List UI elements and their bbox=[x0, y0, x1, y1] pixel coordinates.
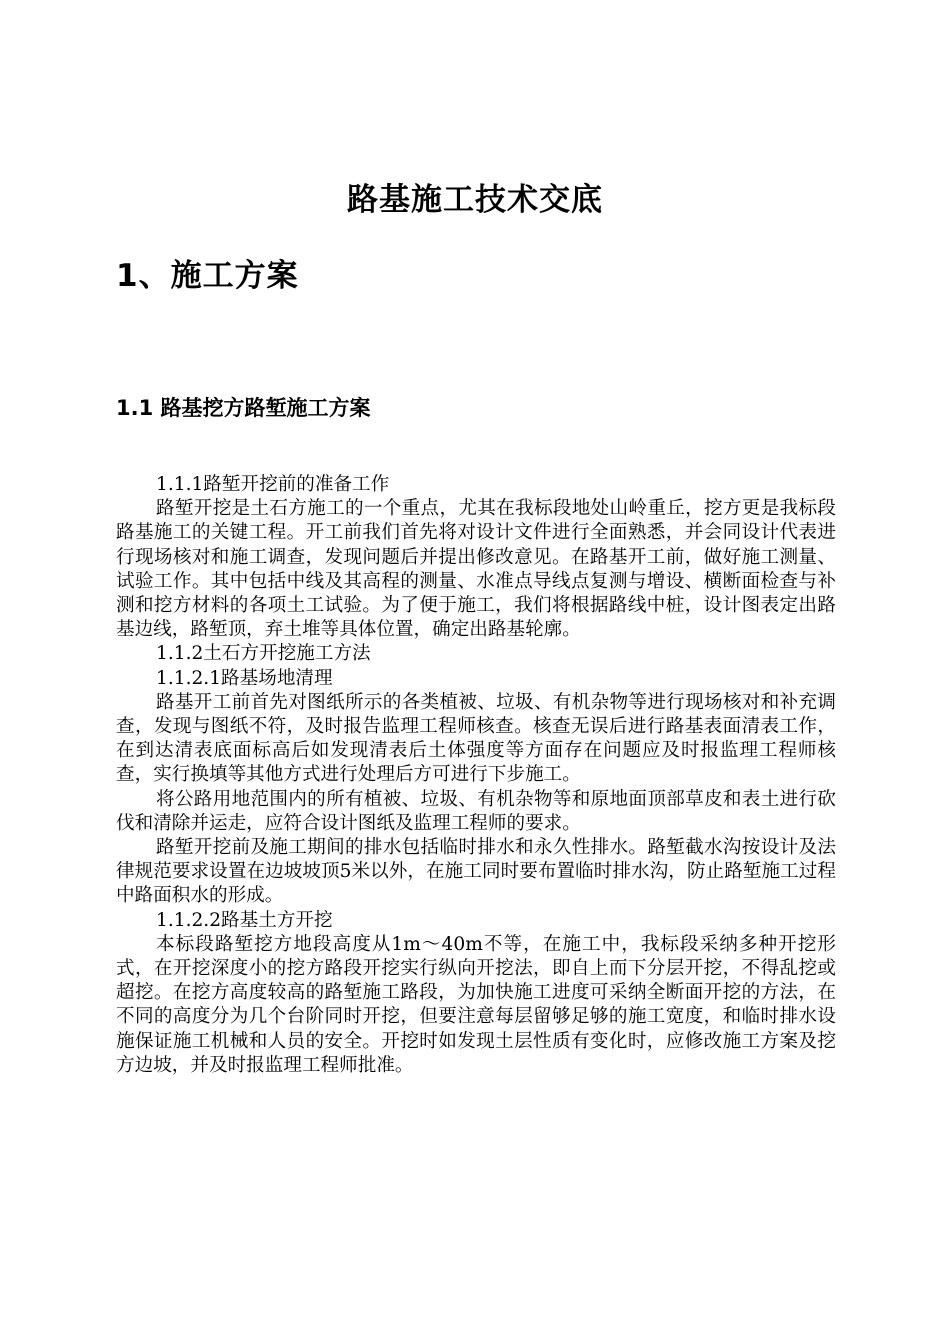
subsection-heading-1-1-2: 1.1.2土石方开挖施工方法 bbox=[156, 643, 371, 665]
paragraph-preparation: 路堑开挖是土石方施工的一个重点，尤其在我标段地处山岭重丘，挖方更是我标段路基施工的关键工程。开工前我们首先将对设计文件进行全面熟悉，并会同设计代表进行现场核对和施工调查，发现问题后并提出修改意见。在路基开工前，做好施工测量、试验工作。其中包括中线及其高程的测量、水准点导线点复测与增设、横断面检查与补测和挖方材料的各项土工试验。为了便于施工，我们将根据路线中桩，设计图表定出路基边线，路堑顶，弃土堆等具体位置，确定出路基轮廓。 bbox=[116, 498, 836, 641]
subsection-heading-1-1-1: 1.1.1路堑开挖前的准备工作 bbox=[156, 474, 390, 495]
paragraph-earth-excavation: 本标段路堑挖方地段高度从1m～40m不等，在施工中，我标段采纳多种开挖形式，在开挖深度小的挖方路段开挖实行纵向开挖法，即自上而下分层开挖，不得乱挖或超挖。在挖方高度较高的路堑施工路段，为加快施工进度可采纳全断面开挖的方法，在不同的高度分为几个台阶同时开挖，但要注意每层留够足够的施工宽度，和临时排水设施保证施工机械和人员的安全。开挖时如发现土层性质有变化时，应修改施工方案及挖方边坡，并及时报监理工程师批准。 bbox=[116, 933, 836, 1076]
paragraph-site-clearing: 路基开工前首先对图纸所示的各类植被、垃圾、有机杂物等进行现场核对和补充调查，发现与图纸不符，及时报告监理工程师核查。核查无误后进行路基表面清表工作，在到达清表底面标高后如发现清表后土体强度等方面存在问题应及时报监理工程师核查，实行换填等其他方式进行处理后方可进行下步施工。 bbox=[116, 691, 836, 786]
section-heading-1: 1、施工方案 bbox=[116, 258, 299, 294]
subsection-heading-1-1-2-2: 1.1.2.2路基土方开挖 bbox=[156, 909, 333, 931]
paragraph-vegetation-removal: 将公路用地范围内的所有植被、垃圾、有机杂物等和原地面顶部草皮和表土进行砍伐和清除并运走，应符合设计图纸及监理工程师的要求。 bbox=[116, 788, 836, 834]
document-title: 路基施工技术交底 bbox=[347, 182, 603, 218]
subsection-heading-1-1-2-1: 1.1.2.1路基场地清理 bbox=[156, 667, 333, 689]
paragraph-drainage: 路堑开挖前及施工期间的排水包括临时排水和永久性排水。路堑截水沟按设计及法律规范要求设置在边坡坡顶5米以外，在施工同时要布置临时排水沟，防止路堑施工过程中路面积水的形成。 bbox=[116, 837, 836, 907]
section-heading-1-1: 1.1 路基挖方路堑施工方案 bbox=[116, 396, 371, 420]
document-body bbox=[116, 473, 836, 1078]
